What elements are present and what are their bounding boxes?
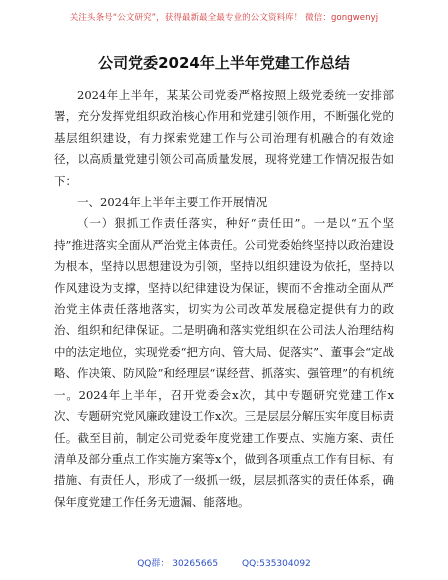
intro-paragraph: 2024年上半年，某某公司党委严格按照上级党委统一安排部署，充分发挥党组织政治核心作用和党建引领作用，不断强化党的基层组织建设，有力探索党建工作与公司治理有机融合的有效途径，以高质量党建引领公司高质量发展，现将党建工作情况报告如下： <box>54 88 394 188</box>
document-title: 公司党委2024年上半年党建工作总结 <box>98 54 350 72</box>
section-heading: 一、2024年上半年主要工作开展情况 <box>77 195 268 210</box>
section-paragraph: （一）狠抓工作责任落实，种好“责任田”。一是以“五个坚持”推进落实全面从严治党主体责任。公司党委始终坚持以政治建设为根本，坚持以思想建设为引领，坚持以组织建设为依托，坚持以作风建设为支撑，坚持以纪律建设为保证，锲而不舍推动全面从严治党主体责任落地落实，切实为公司改革发展稳定提供有力的政治、组织和纪律保证。二是明确和落实党组织在公司法人治理结构中的法定地位，实现党委“把方向、管大局、促落实”、董事会“定战略、作决策、防风险”和经理层“谋经营、抓落实、强管理”的有机统一。2024年上半年，召开党委会x次，其中专题研究党建工作x次、专题研究党风廉政建设工作x次。三是层层分解压实年度目标责任。截至目前，制定公司党委年度党建工作要点、实施方案、责任清单及部分重点工作实施方案等x个，做到各项重点工作有目标、有措施、有责任人，形成了一级抓一级，层层抓落实的责任体系，确保年度党建工作任务无遗漏、能落地。 <box>54 216 394 509</box>
document-body <box>54 52 394 513</box>
top-banner <box>0 0 448 34</box>
footer-contact <box>0 556 448 569</box>
qq-number: QQ:535304092 <box>242 559 311 569</box>
qq-group: QQ群： 30265665 <box>137 559 219 569</box>
banner-text: 关注头条号“公文研究”，获得最新最全最专业的公文资料库！ 微信：gongwenyj <box>69 13 379 23</box>
